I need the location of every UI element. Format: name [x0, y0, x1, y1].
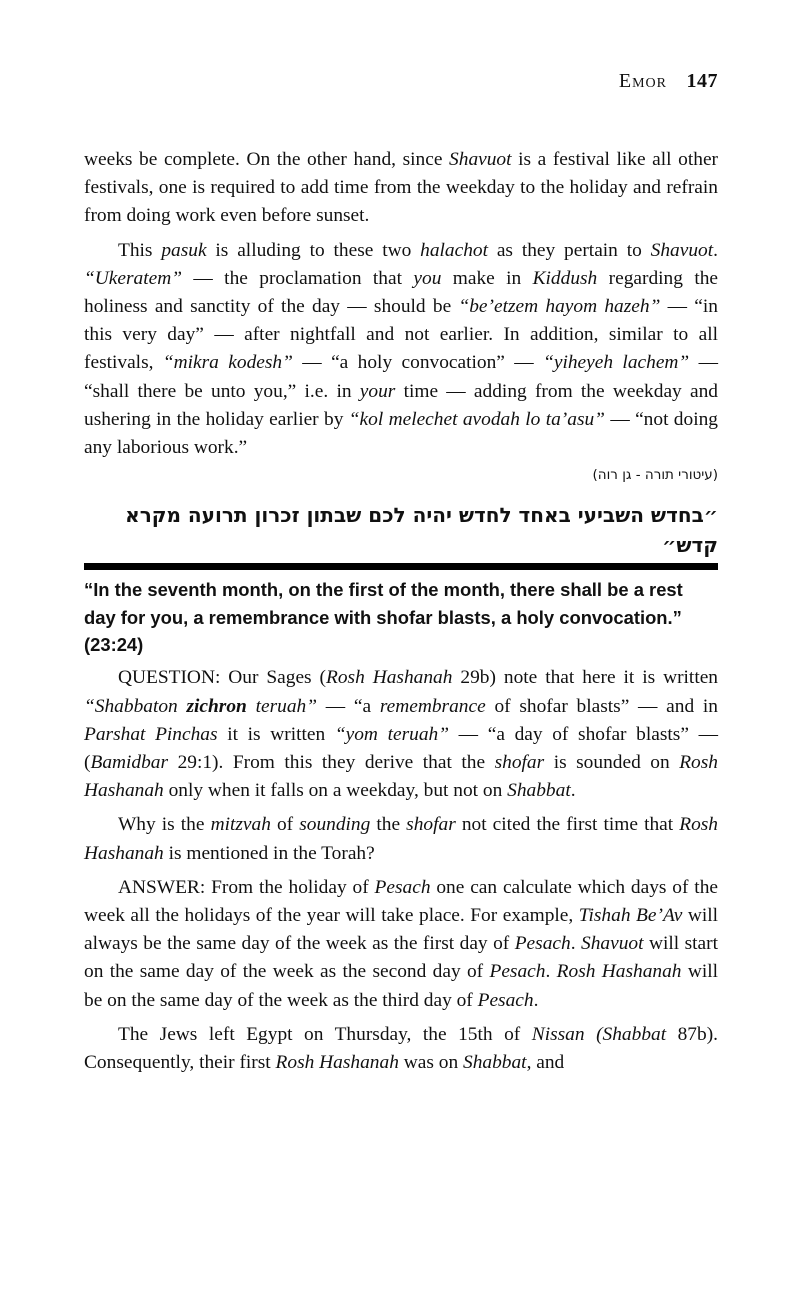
question-paragraph: QUESTION: Our Sages (Rosh Hashanah 29b) note that here it is written “Shabbaton zichron teruah” — “a remembrance of shofar blasts” — and in Parshat Pinchas it is written “yom teruah” — “a day of shofar blasts” — (Bamidbar 29:1). From this they derive that the shofar is sounded on Rosh Hashanah only when it falls on a weekday, but not on Shabbat.: [84, 667, 719, 802]
verse-translation: “In the seventh month, on the first of the month, there shall be a rest day for you, a remembrance with shofar blasts, a holy convocation.” (23:24): [84, 579, 683, 656]
hebrew-verse-heading: [84, 500, 718, 560]
text-column: [84, 146, 718, 1077]
question-followup-paragraph: Why is the mitzvah of sounding the shofar not cited the first time that Rosh Hashanah is mentioned in the Torah?: [84, 814, 719, 864]
page-number: 147: [686, 70, 718, 92]
section-title: Emor: [618, 70, 667, 92]
source-attribution: (עיטורי תורה - גן רוה): [592, 467, 718, 484]
hebrew-verse-line2: קדש״: [662, 533, 718, 558]
hebrew-verse-line1: ״בחדש השביעי באחד לחדש יהיה לכם שבתון זכרון תרועה מקרא: [125, 503, 718, 528]
section-divider-bar: [84, 563, 718, 570]
paragraph-pasuk: This pasuk is alluding to these two halachot as they pertain to Shavuot. “Ukeratem” — the proclamation that you make in Kiddush regarding the holiness and sanctity of the day — should be “be’etzem hayom hazeh” — “in this very day” — after nightfall and not earlier. In addition, similar to all festivals, “mikra kodesh” — “a holy convocation” — “yiheyeh lachem” — “shall there be unto you,” i.e. in your time — adding from the weekday and ushering in the holiday earlier by “kol melechet avodah lo ta’asu” — “not doing any laborious work.”: [84, 239, 719, 459]
answer-continuation-paragraph: The Jews left Egypt on Thursday, the 15th of Nissan (Shabbat 87b). Consequently, their first Rosh Hashanah was on Shabbat, and: [84, 1023, 718, 1074]
answer-paragraph: ANSWER: From the holiday of Pesach one can calculate which days of the week all the holidays of the year will take place. For example, Tishah Be’Av will always be the same day of the week as the first day of Pesach. Shavuot will start on the same day of the week as the second day of Pesach. Rosh Hashanah will be on the same day of the week as the third day of Pesach.: [84, 876, 719, 1011]
paragraph-continuation: weeks be complete. On the other hand, since Shavuot is a festival like all other festivals, one is required to add time from the weekday to the holiday and refrain from doing work even before sunset.: [84, 149, 719, 227]
running-header: [619, 70, 718, 93]
